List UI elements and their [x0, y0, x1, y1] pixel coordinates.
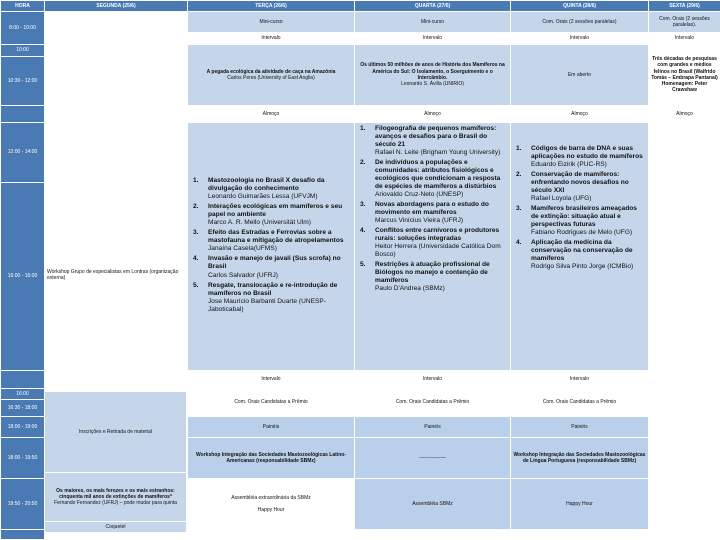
terca-almoco: Almoço	[188, 105, 355, 122]
header-hora: HORA	[1, 1, 45, 12]
terca-talk-2-author: Marco A. R. Mello (Universität Ulm)	[208, 219, 311, 227]
quarta-talk-5-author: Paulo D'Andrea (SBMz)	[375, 285, 445, 293]
quarta-talk-1-title: Filogeografia de pequenos mamíferos: avanços e desafios para o Brasil do século 21	[375, 124, 497, 148]
time-almoco-blank	[1, 105, 45, 122]
sexta-almoco: Almoço	[649, 105, 720, 122]
quarta-talk-2-author: Ariovaldo Cruz-Neto (UNESP)	[375, 191, 464, 199]
header-segunda: SEGUNDA (25/6)	[45, 1, 188, 12]
terca-paineis: Painéis	[188, 416, 355, 437]
quarta-assembleia: Assembléia SBMz	[355, 478, 511, 529]
time-0800: 8:00 - 10:00	[1, 11, 45, 44]
quinta-workshop-text: Workshop Integração das Sociedades Mastozoológicas de Língua Portuguesa (responsabilidade SBMz)	[513, 451, 646, 465]
terca-talk-4: 4. Invasão e manejo de javali (Sus scrofa) no Brasil Carlos Salvador (UFRJ)	[190, 255, 352, 279]
quarta-talk-2-title: De indivíduos a populações e comunidades: atributos fisiológicos e ecológicos que condicionam a resposta de espécies de mamíferos a distúrbios	[375, 158, 501, 191]
time-1950: 19:50 - 20:50	[1, 478, 45, 529]
terca-talk-5-author: Jose Maurício Barbanti Duarte (UNESP-Jaboticabal)	[208, 297, 326, 313]
segunda-palestra-title: Os maiores, os mais ferozes e os mais estranhos: cinquenta mil anos de extinções de mamíferos*	[56, 487, 175, 500]
quinta-talk-4-author: Rodrigo Silva Pinto Jorge (ICMBio)	[531, 263, 634, 271]
quinta-happy-hour: Happy Hour	[511, 478, 649, 529]
terca-talk-1: 1. Mastozoologia no Brasil X desafio da divulgação do conhecimento Leonardo Guimarães Lessa (UFVJM)	[190, 177, 352, 201]
quarta-intervalo-2: Intervalo	[355, 370, 511, 388]
time-1600: 16:00	[1, 389, 45, 400]
time-1800-1950: 18:00 - 19:50	[1, 438, 45, 479]
terca-happy-hour: Happy Hour	[257, 507, 285, 514]
sexta-empty	[649, 122, 720, 539]
quinta-talk-3: 3. Mamíferos brasileiros ameaçados de extinção: situação atual e perspectivas futuras Fabiano Rodrigues de Melo (UFG)	[513, 205, 646, 237]
quarta-minicurso: Mini-curso	[355, 11, 511, 32]
quarta-talks	[355, 122, 511, 370]
time-1600-range: 16:00 - 16:00	[1, 182, 45, 370]
time-1800-1900: 18:00 - 19:00	[1, 416, 45, 437]
header-row	[1, 1, 720, 12]
quinta-talk-1-title: Códigos de barra de DNA e suas aplicações no estudo de mamíferos	[531, 144, 643, 160]
time-1000: 10:00	[1, 44, 45, 56]
terca-talk-4-author: Carlos Salvador (UFRJ)	[208, 271, 278, 279]
quinta-workshop	[511, 438, 649, 479]
header-quinta: QUINTA (28/6)	[511, 1, 649, 12]
quarta-last-blank	[355, 530, 511, 540]
quarta-lecture-speaker: Leonardo S. Ávilla (UNIRIO)	[401, 81, 464, 88]
terca-talk-4-title: Invasão e manejo de javali (Sus scrofa) no Brasil	[208, 255, 341, 271]
time-last-blank	[1, 530, 45, 540]
quarta-lecture	[355, 44, 511, 105]
quarta-talk-4-title: Conflitos entre carnívoros e produtores rurais: soluções integradas	[375, 227, 500, 243]
terca-evening	[188, 478, 355, 529]
sexta-lecture-text: Três décadas de pesquisas com grandes e médios felinos no Brasil (Walfrido Tomás – Embrapa Pantanal) Homenagem: Peter Crawshaw	[651, 56, 718, 94]
terca-talk-3-title: Efeito das Estradas e Ferrovias sobre a mastofauna e mitigação de atropelamentos	[208, 229, 344, 245]
segunda-coquetel-text: Coquetel	[105, 524, 126, 530]
segunda-coquetel	[45, 522, 186, 532]
quinta-talk-2-author: Rafael Loyola (UFG)	[531, 195, 592, 203]
quarta-talk-1: 1. Filogeografia de pequenos mamíferos: avanços e desafios para o Brasil do século 21 Rafael N. Leite (Brigham Young University)	[357, 125, 508, 157]
terca-workshop	[188, 438, 355, 479]
terca-talk-1-author: Leonardo Guimarães Lessa (UFVJM)	[208, 193, 318, 201]
quinta-last-blank	[511, 530, 649, 540]
quarta-talk-5-title: Restrições à atuação profissional de Biólogos no manejo e contenção de mamíferos	[375, 261, 490, 285]
header-terca: TERÇA (26/6)	[188, 1, 355, 12]
terca-assembleia: Assembléia extraordinária da SBMz	[231, 494, 311, 501]
terca-workshop-text: Workshop Integração das Sociedades Mastozoológicas Latino-Americanas (responsabilidade SBMz)	[196, 451, 346, 465]
terca-talk-list	[190, 177, 352, 314]
terca-talk-3-author: Janaína Casela(UFMS)	[208, 245, 277, 253]
sexta-com-orais: Com. Orais (2 sessões paralelas).	[649, 11, 720, 32]
quarta-talk-list	[357, 125, 508, 294]
quinta-almoco: Almoço	[511, 105, 649, 122]
terca-intervalo-2: Intervalo	[188, 370, 355, 388]
quinta-com-orais-premio: Com. Orais Candidatas a Prêmio	[511, 389, 649, 417]
quinta-em-aberto: Em aberto	[511, 44, 649, 105]
sexta-intervalo-1: Intervalo	[649, 33, 720, 45]
quarta-talk-3-author: Marcus Vinícius Vieira (UFRJ)	[375, 217, 464, 225]
terca-talks	[188, 122, 355, 370]
quinta-talk-1-author: Eduardo Eizirik (PUC-RS)	[531, 160, 607, 168]
quarta-lecture-title: Os últimos 50 milhões de anos de História dos Mamíferos na América do Sul: O Isolamento, o Soerguimento e o Intercâmbio.	[360, 62, 505, 81]
quarta-talk-3: 3. Novas abordagens para o estudo do movimento em mamíferos Marcus Vinícius Vieira (UFRJ)	[357, 201, 508, 225]
quarta-talk-1-author: Rafael N. Leite (Brigham Young University)	[375, 148, 501, 156]
quinta-talk-2: 2. Conservação de mamíferos: enfrentando novos desafios no século XXI Rafael Loyola (UFG)	[513, 171, 646, 203]
time-1030: 10:30 - 12:00	[1, 56, 45, 105]
terca-lecture-title: A pegada ecológica da atividade de caça na Amazônia	[206, 68, 336, 75]
terca-lecture	[188, 44, 355, 105]
quinta-talk-2-title: Conservação de mamíferos: enfrentando novos desafios no século XXI	[531, 170, 629, 195]
quarta-talk-4-author: Heitor Herrera (Universidade Católica Dom Bosco)	[375, 243, 501, 259]
terca-lecture-speaker: Carlos Peres (University of East Anglia)	[227, 74, 315, 81]
terca-talk-2: 2. Interações ecológicas em mamíferos e seu papel no ambiente Marco A. R. Mello (Universität Ulm)	[190, 203, 352, 227]
quarta-talk-3-title: Novas abordagens para o estudo do movimento em mamíferos	[375, 201, 489, 217]
time-intervalo-2-blank	[1, 370, 45, 388]
quarta-talk-4: 4. Conflitos entre carnívoros e produtores rurais: soluções integradas Heitor Herrera (Universidade Católica Dom Bosco)	[357, 227, 508, 259]
terca-com-orais: Com. Orais Candidatas a Prêmio	[188, 389, 355, 417]
quarta-com-orais: Com. Orais Candidatas a Prêmio	[355, 389, 511, 417]
header-sexta: SEXTA (29/6)	[649, 1, 720, 12]
sexta-lecture	[649, 44, 720, 105]
segunda-palestra	[45, 473, 186, 521]
time-1200: 12:00 - 14:00	[1, 122, 45, 182]
terca-talk-3: 3. Efeito das Estradas e Ferrovias sobre a mastofauna e mitigação de atropelamentos Janaína Casela(UFMS)	[190, 229, 352, 253]
terca-talk-5: 5. Resgate, translocação e re-introdução de mamíferos no Brasil Jose Maurício Barbanti Duarte (UNESP-Jaboticabal)	[190, 282, 352, 314]
quarta-paineis: Painéis	[355, 416, 511, 437]
segunda-inscricoes	[45, 392, 186, 472]
quinta-talk-4-title: Aplicação da medicina da conservação na conservação de mamíferos	[531, 239, 633, 263]
terca-talk-1-title: Mastozoologia no Brasil X desafio da divulgação do conhecimento	[208, 177, 325, 193]
terca-minicurso: Mini-curso	[188, 11, 355, 32]
quarta-intervalo-1: Intervalo	[355, 33, 511, 45]
quinta-intervalo-1: Intervalo	[511, 33, 649, 45]
quinta-paineis: Painéis	[511, 416, 649, 437]
quinta-talk-3-author: Fabiano Rodrigues de Melo (UFG)	[531, 229, 633, 237]
header-quarta: QUARTA (27/6)	[355, 1, 511, 12]
segunda-workshop-text: Workshop Grupo de especialistas em Lontras (organização externa)	[47, 269, 179, 282]
time-1630: 16:30 - 18:00	[1, 399, 45, 416]
quarta-dashes: ----------------	[355, 438, 511, 479]
quinta-intervalo-2: Intervalo	[511, 370, 649, 388]
terca-intervalo-1: Intervalo	[188, 33, 355, 45]
quinta-com-orais: Com. Orais (2 sessões paralelas)	[511, 11, 649, 32]
row-0800	[1, 11, 720, 32]
terca-last-blank	[188, 530, 355, 540]
terca-talk-2-title: Interações ecológicas em mamíferos e seu papel no ambiente	[208, 203, 343, 219]
quarta-almoco: Almoço	[355, 105, 511, 122]
quinta-talk-1: 1. Códigos de barra de DNA e suas aplicações no estudo de mamíferos Eduardo Eizirik (PUC-RS)	[513, 145, 646, 169]
quinta-talk-3-title: Mamíferos brasileiros ameaçados de extinção: situação atual e perspectivas futuras	[531, 205, 637, 229]
quarta-talk-2: 2. De indivíduos a populações e comunidades: atributos fisiológicos e ecológicos que condicionam a resposta de espécies de mamíferos a distúrbios Ariovaldo Cruz-Neto (UNESP)	[357, 159, 508, 199]
quinta-talk-4: 4. Aplicação da medicina da conservação na conservação de mamíferos Rodrigo Silva Pinto Jorge (ICMBio)	[513, 239, 646, 271]
quinta-talk-list	[513, 145, 646, 271]
segunda-inscricoes-text: Inscrições e Retirada de material	[78, 429, 153, 435]
segunda-palestra-speaker: Fernando Fernandez (UFRJ) – pode mudar para quinta	[54, 500, 177, 507]
terca-talk-5-title: Resgate, translocação e re-introdução de mamíferos no Brasil	[208, 281, 338, 297]
quinta-talks	[511, 122, 649, 370]
quarta-talk-5: 5. Restrições à atuação profissional de Biólogos no manejo e contenção de mamíferos Paulo D'Andrea (SBMz)	[357, 261, 508, 293]
